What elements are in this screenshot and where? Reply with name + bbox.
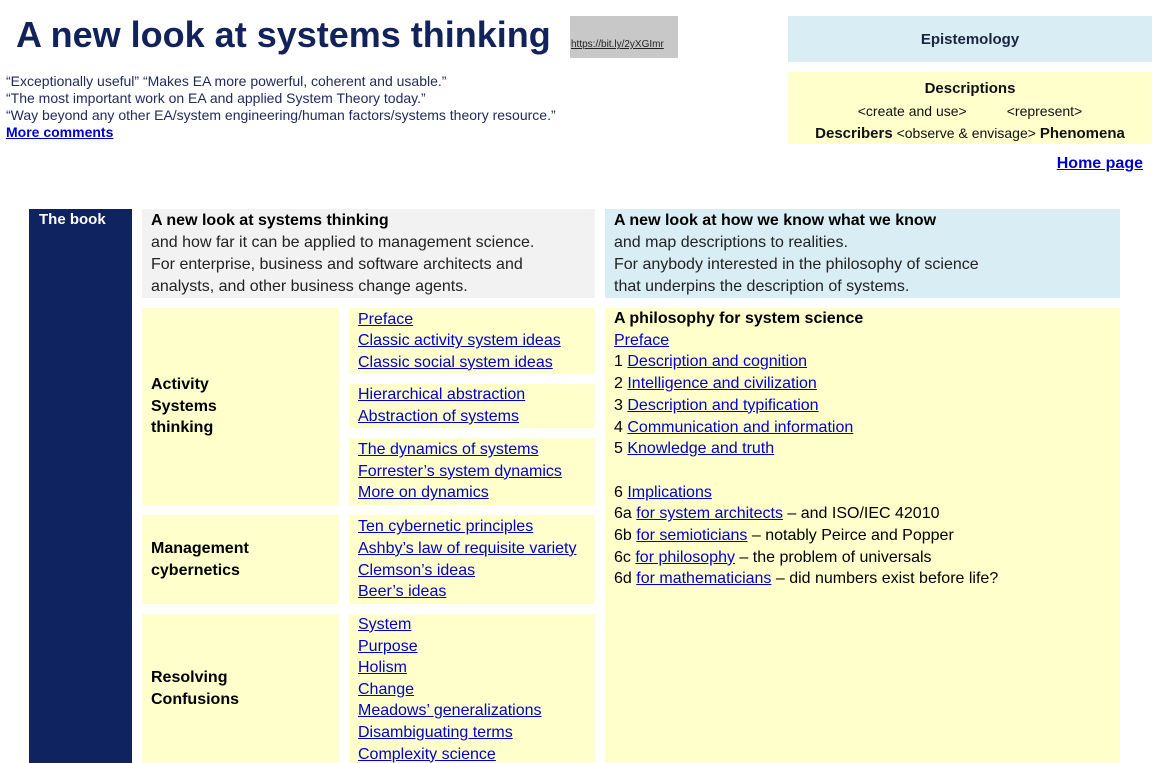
chapter-number: 6c	[614, 548, 631, 566]
sub-chapter-row	[614, 568, 1111, 590]
chapter-row	[614, 351, 1111, 373]
descriptions-relations	[788, 100, 1152, 122]
observe-text: <observe & envisage>	[896, 125, 1036, 141]
create-use-text: <create and use>	[857, 103, 967, 119]
section-label-line: thinking	[151, 419, 214, 437]
chapter-number: 5	[614, 440, 623, 458]
testimonials	[6, 73, 556, 141]
section-label-line: Systems	[151, 397, 217, 415]
dynamics-of-systems-link[interactable]: The dynamics of systems	[358, 441, 539, 459]
knowledge-book-line: that underpins the description of systems.	[614, 278, 910, 295]
section-label-cybernetics	[142, 515, 339, 604]
phenomena-text: Phenomena	[1039, 125, 1125, 142]
more-on-dynamics-link[interactable]: More on dynamics	[358, 484, 489, 502]
sub-chapter-link[interactable]: for philosophy	[635, 548, 735, 566]
book-column	[29, 209, 132, 763]
epistemology-box[interactable]	[788, 16, 1152, 62]
chapter-row	[614, 417, 1111, 439]
complexity-science-link[interactable]: Complexity science	[358, 745, 496, 763]
represent-text: <represent>	[1006, 103, 1083, 119]
knowledge-book-line: For anybody interested in the philosophy of science	[614, 256, 979, 273]
chapter-number: 4	[614, 418, 623, 436]
classic-social-link[interactable]: Classic social system ideas	[358, 353, 553, 371]
sub-chapter-row	[614, 547, 1111, 569]
quote: “Way beyond any other EA/system engineering/human factors/systems theory resource.”	[6, 107, 556, 123]
systems-book-title: A new look at systems thinking	[151, 212, 389, 229]
chapter-number: 6d	[614, 570, 632, 588]
sub-chapter-note: – did numbers exist before life?	[771, 570, 999, 588]
implications-link[interactable]: Implications	[627, 483, 712, 501]
forrester-link[interactable]: Forrester’s system dynamics	[358, 462, 562, 480]
chapter-link[interactable]: Communication and information	[627, 418, 854, 436]
descriptions-title: Descriptions	[924, 80, 1016, 97]
knowledge-book-title: A new look at how we know what we know	[614, 212, 937, 229]
sub-chapter-row	[614, 525, 1111, 547]
book-label: The book	[39, 211, 106, 228]
chapter-row	[614, 482, 1111, 504]
chapter-number: 6	[614, 483, 623, 501]
describers-text: Describers	[815, 125, 893, 142]
change-link[interactable]: Change	[358, 680, 415, 698]
section-label-line: Resolving	[151, 669, 228, 686]
systems-book-intro	[142, 209, 595, 298]
activity-links-dynamics	[349, 438, 595, 505]
philosophy-panel	[605, 308, 1120, 763]
chapter-row	[614, 438, 1111, 460]
chapter-number: 3	[614, 396, 623, 414]
chapter-number: 6a	[614, 505, 632, 523]
ashby-law-link[interactable]: Ashby’s law of requisite variety	[358, 539, 577, 557]
systems-book-line: and how far it can be applied to management science.	[151, 234, 535, 251]
section-label-line: Management	[151, 540, 249, 557]
confusions-links	[349, 614, 595, 763]
sub-chapter-note: – the problem of universals	[734, 548, 932, 566]
chapter-link[interactable]: Description and typification	[627, 396, 819, 414]
knowledge-book-line: and map descriptions to realities.	[614, 234, 848, 251]
section-label-line: Activity	[151, 376, 209, 394]
systems-book-line: analysts, and other business change agents.	[151, 278, 468, 295]
classic-activity-link[interactable]: Classic activity system ideas	[358, 332, 561, 350]
epistemology-title: Epistemology	[920, 30, 1020, 48]
sub-chapter-link[interactable]: for semioticians	[636, 527, 748, 545]
section-label-confusions	[142, 614, 339, 763]
sub-chapter-note: – notably Peirce and Popper	[747, 527, 954, 545]
purpose-link[interactable]: Purpose	[358, 637, 418, 655]
cybernetic-principles-link[interactable]: Ten cybernetic principles	[358, 518, 534, 536]
page-title: A new look at systems thinking	[16, 14, 551, 55]
disambiguating-terms-link[interactable]: Disambiguating terms	[358, 723, 513, 741]
chapter-link[interactable]: Knowledge and truth	[627, 440, 775, 458]
chapter-number: 2	[614, 375, 623, 393]
abstraction-of-systems-link[interactable]: Abstraction of systems	[358, 408, 519, 425]
sub-chapter-row	[614, 503, 1111, 525]
section-label-line: cybernetics	[151, 561, 240, 579]
clemson-link[interactable]: Clemson’s ideas	[358, 561, 476, 579]
sub-chapter-note: – and ISO/IEC 42010	[782, 505, 940, 523]
sub-chapter-link[interactable]: for mathematicians	[636, 570, 772, 588]
holism-link[interactable]: Holism	[358, 659, 407, 677]
activity-links-abstraction	[349, 384, 595, 428]
short-link-text[interactable]: https://bit.ly/2yXGImr	[571, 39, 664, 50]
chapter-number: 1	[614, 353, 623, 371]
knowledge-book-intro	[605, 209, 1120, 298]
chapter-row	[614, 373, 1111, 395]
system-link[interactable]: System	[358, 616, 412, 633]
chapter-link[interactable]: Description and cognition	[627, 353, 808, 371]
hierarchical-abstraction-link[interactable]: Hierarchical abstraction	[358, 386, 526, 404]
quote: “Exceptionally useful” “Makes EA more powerful, coherent and usable.”	[6, 73, 447, 89]
chapter-row	[614, 395, 1111, 417]
section-label-line: Confusions	[151, 690, 239, 708]
more-comments-link[interactable]: More comments	[6, 124, 114, 140]
activity-links-intro	[349, 308, 595, 374]
philosophy-title: A philosophy for system science	[614, 310, 864, 327]
beer-link[interactable]: Beer’s ideas	[358, 583, 447, 601]
preface-link[interactable]: Preface	[358, 310, 414, 328]
descriptions-box	[788, 72, 1152, 144]
section-label-activity	[142, 308, 339, 505]
systems-book-line: For enterprise, business and software architects and	[151, 256, 523, 273]
sub-chapter-link[interactable]: for system architects	[636, 505, 783, 523]
home-page-link[interactable]: Home page	[1056, 155, 1143, 172]
chapter-link[interactable]: Intelligence and civilization	[627, 375, 817, 393]
chapter-number: 6b	[614, 527, 632, 545]
quote: “The most important work on EA and applied System Theory today.”	[6, 90, 426, 106]
short-link-badge[interactable]	[570, 16, 678, 58]
cybernetics-links	[349, 515, 595, 604]
philosophy-preface-link[interactable]: Preface	[614, 331, 670, 349]
meadows-link[interactable]: Meadows’ generalizations	[358, 702, 542, 720]
describers-row	[788, 122, 1152, 145]
